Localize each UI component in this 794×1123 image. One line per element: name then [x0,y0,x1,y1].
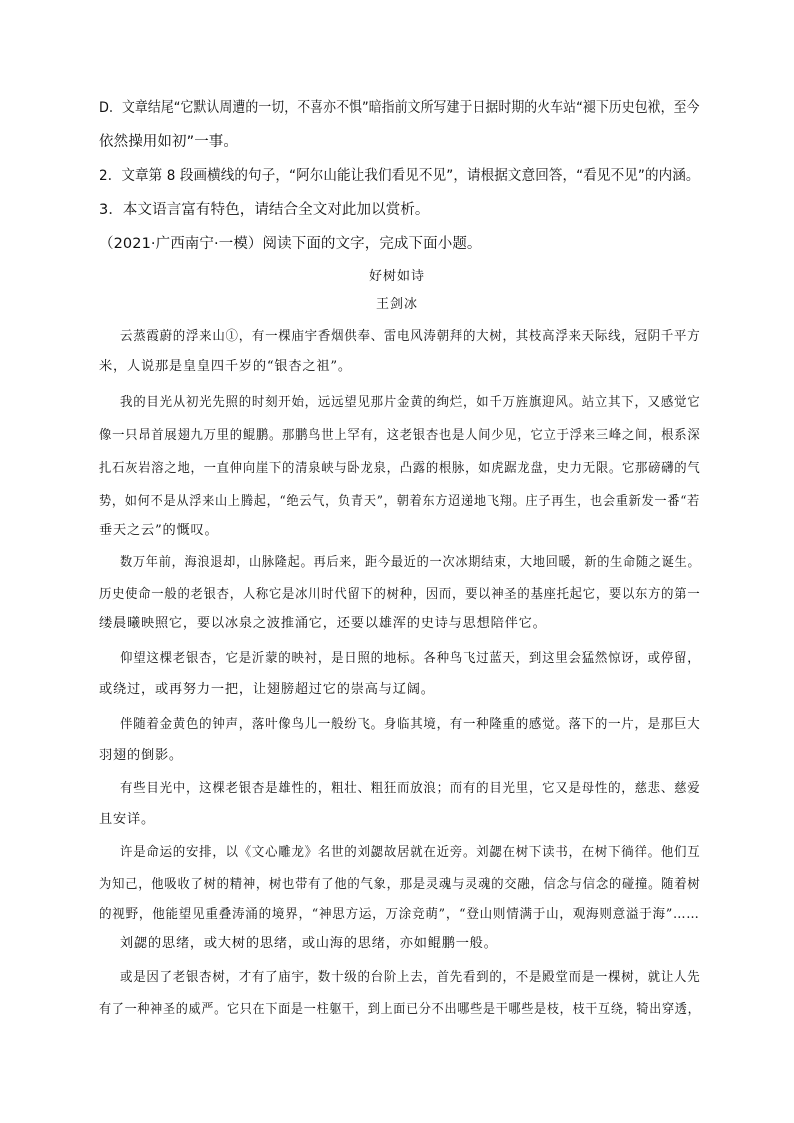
article-line: 有了一种神圣的威严。它只在下面是一柱躯干，到上面已分不出哪些是干哪些是枝，枝干互绕，犄出穿透， [99,1002,701,1017]
question-3: 3．本文语言富有特色，请结合全文对此加以赏析。 [99,202,430,218]
article-line: 米，人说那是皇皇四千岁的“银杏之祖”。 [99,359,352,374]
option-d-line-1: D．文章结尾“它默认周遭的一切，不喜亦不惧”暗指前文所写建于日据时期的火车站“褪下历史包袱，至今 [99,100,700,116]
article-line: 势，如何不是从浮来山上腾起，“绝云气，负青天”，朝着东方迢递地飞翔。庄子再生，也会重新发一番“若 [99,494,701,509]
article-line: 刘勰的思绪，或大树的思绪，或山海的思绪，亦如鲲鹏一般。 [120,936,498,951]
article-line: 云蒸霞蔚的浮来山①，有一棵庙宇香烟供奉、雷电风涛朝拜的大树，其枝高浮来天际线，冠阴千平方 [120,329,701,344]
article-line: 有些目光中，这棵老银杏是雄性的，粗壮、粗狂而放浪；而有的目光里，它又是母性的，慈悲、慈爱 [120,781,701,796]
article-line: 垂天之云”的慨叹。 [99,523,219,538]
option-d-line-2: 依然操用如初”一事。 [99,134,239,150]
article-line: 我的目光从初光先照的时刻开始，远远望见那片金黄的绚烂，如千万旌旗迎风。站立其下，又感觉它 [120,395,701,410]
article-title: 好树如诗 [368,269,425,284]
source-line: （2021·广西南宁·一模）阅读下面的文字，完成下面小题。 [99,236,482,252]
article-line: 缕晨曦映照它，要以冰泉之波推涌它，还要以雄浑的史诗与思想陪伴它。 [99,616,547,631]
article-line: 的视野，他能望见重叠涛涌的境界，“神思方运，万涂竞萌”，“登山则情满于山，观海则意溢于海”…… [99,907,700,922]
article-line: 扎石灰岩溶之地，一直伸向崖下的清泉峡与卧龙泉，凸露的根脉，如虎踞龙盘，史力无限。它那磅礴的气 [99,461,701,476]
article-line: 许是命运的安排，以《文心雕龙》名世的刘勰故居就在近旁。刘勰在树下读书，在树下徜徉。他们互 [120,845,701,860]
article-line: 像一只昂首展翅九万里的鲲鹏。那鹏鸟世上罕有，这老银杏也是人间少见，它立于浮来三峰之间，根系深 [99,428,701,443]
article-line: 为知己，他吸收了树的精神，树也带有了他的气象，那是灵魂与灵魂的交融，信念与信念的碰撞。随着树 [99,877,701,892]
article-line: 历史使命一般的老银杏，人称它是冰川时代留下的树种，因而，要以神圣的基座托起它，要以东方的第一 [99,587,701,602]
article-line: 仰望这棵老银杏，它是沂蒙的映衬，是日照的地标。各种鸟飞过蓝天，到这里会猛然惊讶，或停留， [120,651,701,666]
article-line: 数万年前，海浪退却，山脉隆起。再后来，距今最近的一次冰期结束，大地回暖，新的生命随之诞生。 [120,555,701,570]
article-line: 且安详。 [99,812,155,827]
article-line: 或绕过，或再努力一把，让翅膀超过它的崇高与辽阔。 [99,682,435,697]
article-line: 或是因了老银杏树，才有了庙宇，数十级的台阶上去，首先看到的，不是殿堂而是一棵树，就让人先 [120,970,701,985]
article-author: 王剑冰 [375,297,418,312]
question-2: 2．文章第 8 段画横线的句子，“阿尔山能让我们看见不见”，请根据文意回答，“看见不见”的内涵。 [99,168,700,184]
article-line: 羽翅的倒影。 [99,748,183,763]
article-line: 伴随着金黄色的钟声，落叶像鸟儿一般纷飞。身临其境，有一种隆重的感觉。落下的一片，是那巨大 [120,717,701,732]
